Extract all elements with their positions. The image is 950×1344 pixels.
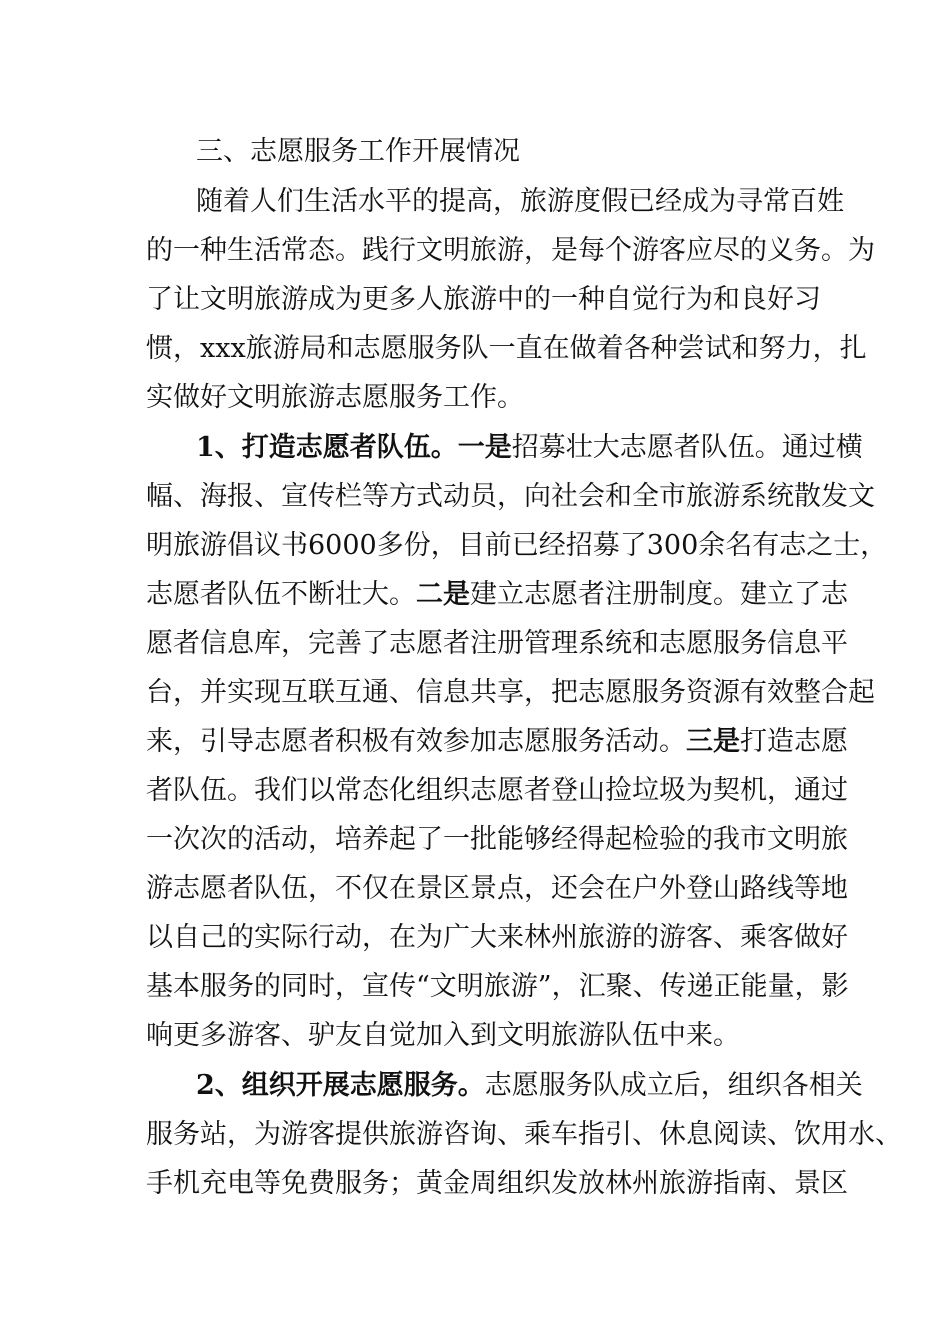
- item1-second-label: 二是: [416, 579, 470, 610]
- item1-first-line: [196, 430, 863, 466]
- item1-line-7: [146, 724, 848, 760]
- item1-line-5: 愿者信息库，完善了志愿者注册管理系统和志愿服务信息平: [146, 628, 848, 659]
- item1-line-7-post: 打造志愿: [740, 726, 848, 757]
- section-heading: 三、志愿服务工作开展情况: [196, 136, 520, 167]
- item1-line-6: 台，并实现互联互通、信息共享，把志愿服务资源有效整合起: [146, 677, 875, 708]
- item1-line-4-pre: 志愿者队伍不断壮大。: [146, 579, 416, 610]
- item1-line-7-pre: 来，引导志愿者积极有效参加志愿服务活动。: [146, 726, 686, 757]
- intro-line-4: 惯，xxx旅游局和志愿服务队一直在做着各种尝试和努力，扎: [146, 333, 867, 364]
- item2-first-line: [196, 1068, 863, 1104]
- item1-line-2: 幅、海报、宣传栏等方式动员，向社会和全市旅游系统散发文: [146, 481, 875, 512]
- item1-line-4-post: 建立志愿者注册制度。建立了志: [470, 579, 848, 610]
- intro-line-1: 随着人们生活水平的提高，旅游度假已经成为寻常百姓: [196, 186, 844, 217]
- item2-line-2: 服务站，为游客提供旅游咨询、乘车指引、休息阅读、饮用水、: [146, 1119, 902, 1150]
- item1-first-text: 招募壮大志愿者队伍。通过横: [511, 432, 863, 463]
- intro-line-5: 实做好文明旅游志愿服务工作。: [146, 382, 524, 413]
- item1-line-12: 基本服务的同时，宣传“文明旅游”，汇聚、传递正能量，影: [146, 971, 849, 1002]
- item1-line-8: 者队伍。我们以常态化组织志愿者登山捡垃圾为契机，通过: [146, 775, 848, 806]
- item1-first-label: 一是: [457, 432, 512, 463]
- item1-line-4: [146, 577, 848, 613]
- item1-line-10: 游志愿者队伍，不仅在景区景点，还会在户外登山路线等地: [146, 873, 848, 904]
- item1-line-11: 以自己的实际行动，在为广大来林州旅游的游客、乘客做好: [146, 922, 848, 953]
- item1-third-label: 三是: [686, 726, 740, 757]
- item2-title: 2、组织开展志愿服务。: [196, 1070, 485, 1101]
- item1-line-13: 响更多游客、驴友自觉加入到文明旅游队伍中来。: [146, 1020, 740, 1051]
- intro-line-2: 的一种生活常态。践行文明旅游，是每个游客应尽的义务。为: [146, 235, 875, 266]
- item2-line-3: 手机充电等免费服务；黄金周组织发放林州旅游指南、景区: [146, 1168, 848, 1199]
- item1-line-3: 明旅游倡议书6000多份，目前已经招募了300余名有志之士，: [146, 530, 888, 561]
- item2-first-text: 志愿服务队成立后，组织各相关: [484, 1070, 863, 1101]
- intro-line-3: 了让文明旅游成为更多人旅游中的一种自觉行为和良好习: [146, 284, 821, 315]
- item1-line-9: 一次次的活动，培养起了一批能够经得起检验的我市文明旅: [146, 824, 848, 855]
- item1-title: 1、打造志愿者队伍。: [196, 432, 458, 463]
